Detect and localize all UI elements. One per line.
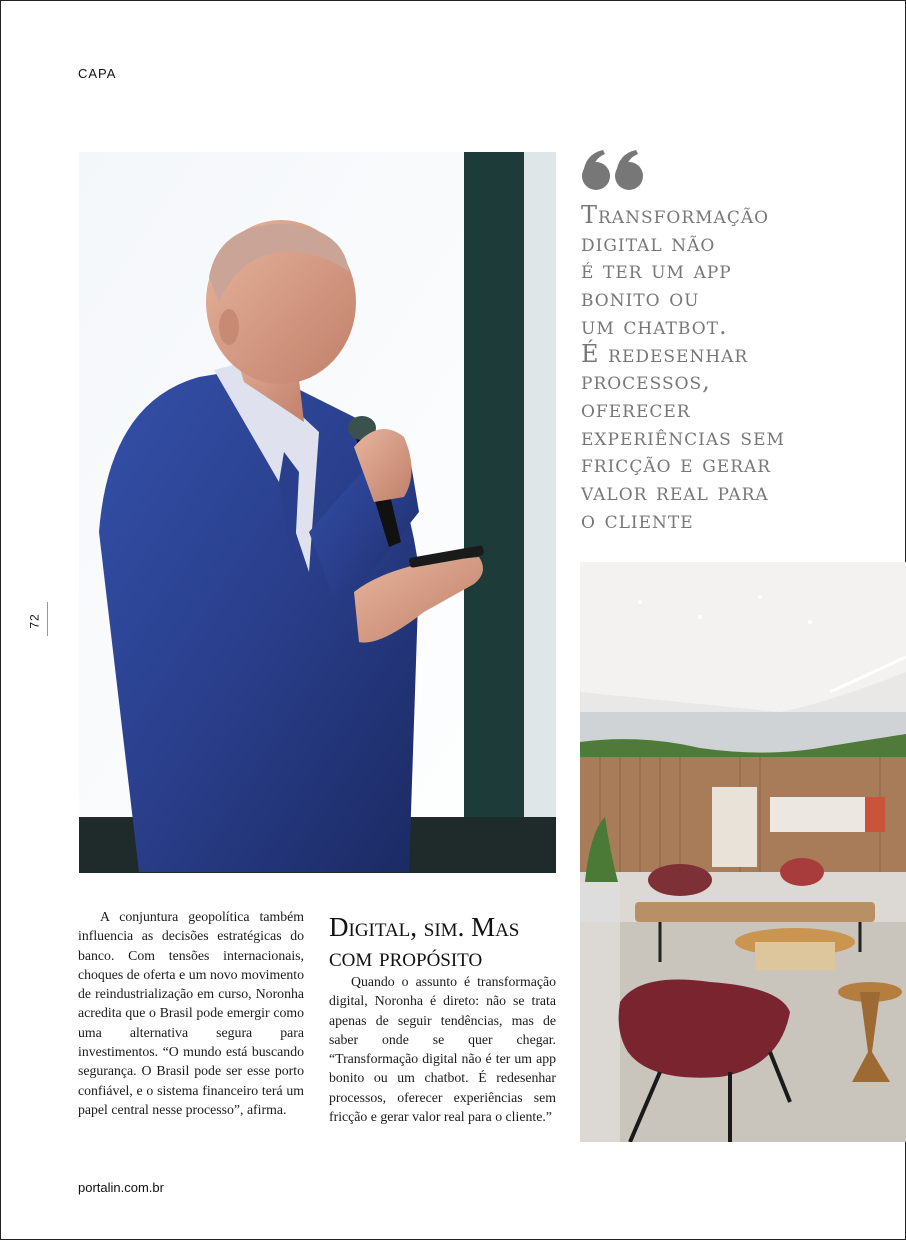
pull-quote-line: um chatbot. bbox=[581, 311, 728, 340]
page-number bbox=[27, 606, 49, 636]
page-number-text: 72 bbox=[27, 613, 42, 629]
pull-quote-line: fricção e gerar bbox=[581, 450, 772, 479]
subheading-line: Digital, sim. Mas bbox=[329, 912, 520, 942]
section-label: CAPA bbox=[78, 66, 117, 81]
pull-quote-line: é ter um app bbox=[581, 256, 732, 285]
quote-mark-icon bbox=[581, 150, 647, 192]
pull-quote-line: processos, bbox=[581, 367, 711, 396]
body-paragraph: Quando o assunto é transformação digital, Noronha é direto: não se trata apenas de seguir tendências, mas de saber onde se quer chegar. “Transformação digital não é ter um app bonito ou um chatbot. É redesenhar processos, oferecer experiências sem fricção e gerar valor real para o cliente.” bbox=[329, 974, 556, 1125]
pull-quote-line: valor real para bbox=[581, 478, 769, 507]
subheading-line: com propósito bbox=[329, 942, 483, 972]
pull-quote-line: bonito ou bbox=[581, 284, 700, 313]
article-column-1 bbox=[78, 907, 304, 1119]
pull-quote-line: o cliente bbox=[581, 505, 694, 534]
lounge-illustration bbox=[580, 562, 906, 1142]
pull-quote bbox=[581, 202, 901, 534]
page-number-rule bbox=[47, 602, 48, 636]
lounge-photo bbox=[580, 562, 906, 1142]
pull-quote-line: experiências sem bbox=[581, 422, 785, 451]
article-subheading bbox=[329, 912, 569, 972]
pull-quote-line: É redesenhar bbox=[581, 339, 749, 368]
speaker-illustration bbox=[79, 152, 556, 873]
article-column-2 bbox=[329, 972, 556, 1126]
speaker-photo bbox=[79, 152, 556, 873]
footer-url: portalin.com.br bbox=[78, 1180, 164, 1195]
body-paragraph: A conjuntura geopolítica também influencia as decisões estratégicas do banco. Com tensões internacionais, choques de oferta e um novo movimento de reindustrialização em curso, Noronha acredita que o Brasil pode emergir como uma alternativa segura para investimentos. “O mundo está buscando segurança. O Brasil pode ser esse porto confiável, e o sistema financeiro terá um papel central nesse processo”, afirma. bbox=[78, 909, 304, 1117]
pull-quote-line: Transformação bbox=[581, 201, 770, 229]
pull-quote-line: digital não bbox=[581, 228, 716, 257]
pull-quote-line: oferecer bbox=[581, 394, 691, 423]
